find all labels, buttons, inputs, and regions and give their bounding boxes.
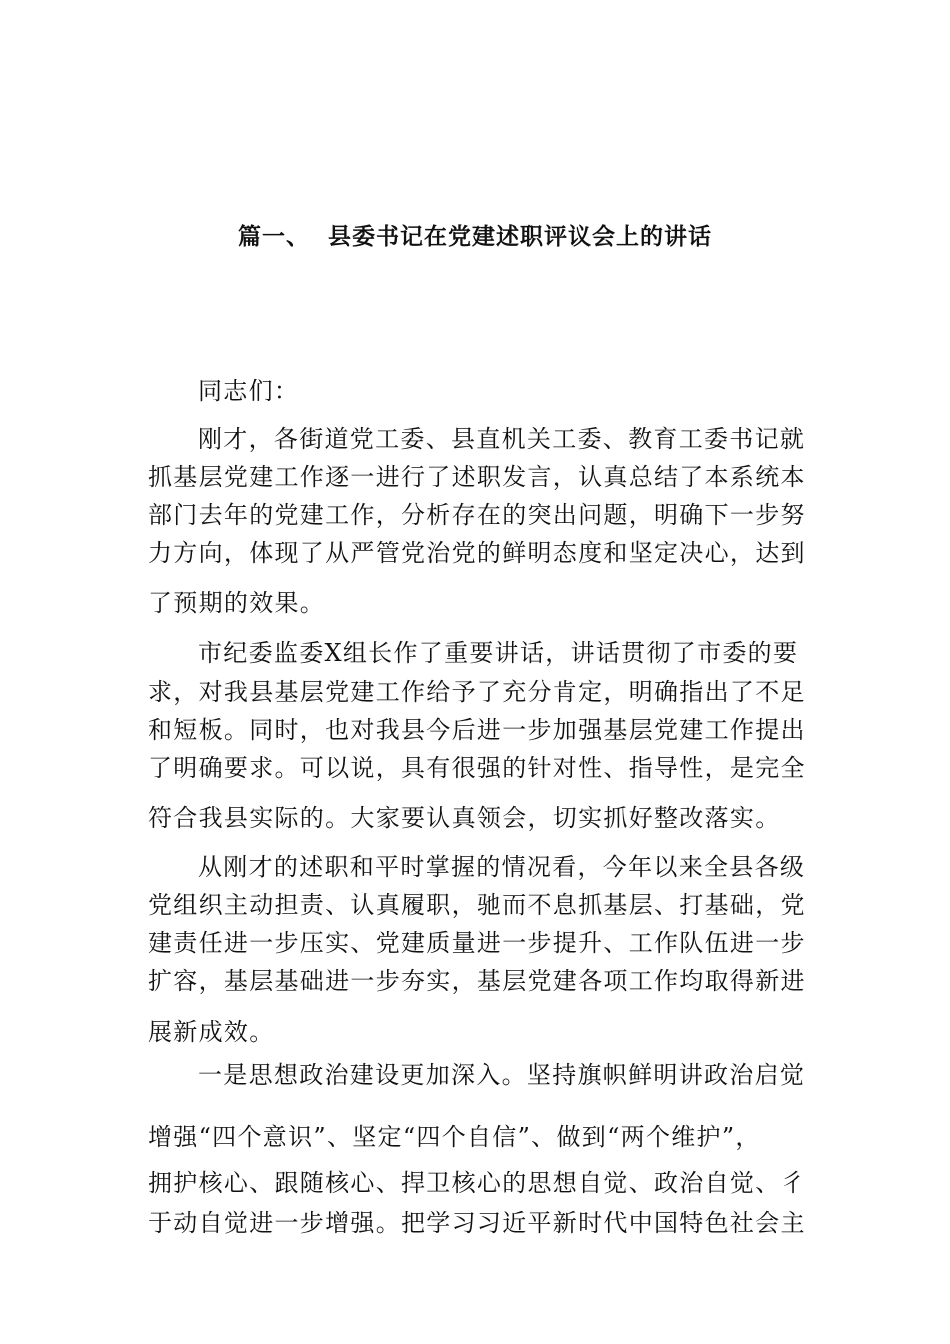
paragraph-line: 从刚才的述职和平时掌握的情况看，今年以来全县各级 [198, 853, 806, 881]
paragraph-line: 市纪委监委X组长作了重要讲话，讲话贯彻了市委的要 [198, 639, 799, 667]
paragraph-line: 抓基层党建工作逐一进行了述职发言，认真总结了本系统本 [148, 463, 806, 491]
paragraph-line: 符合我县实际的。大家要认真领会，切实抓好整改落实。 [148, 804, 781, 832]
paragraph-line: 于动自觉进一步增强。把学习习近平新时代中国特色社会主 [148, 1209, 806, 1237]
paragraph-line: 和短板。同时，也对我县今后进一步加强基层党建工作提出 [148, 716, 806, 744]
paragraph-line: 刚才，各街道党工委、县直机关工委、教育工委书记就 [198, 425, 806, 453]
paragraph-line: 增强“四个意识”、坚定“四个自信”、做到“两个维护”， [148, 1123, 761, 1151]
paragraph-line: 党组织主动担责、认真履职，驰而不息抓基层、打基础，党 [148, 891, 806, 919]
paragraph-line: 一是思想政治建设更加深入。坚持旗帜鲜明讲政治启觉 [198, 1061, 806, 1089]
paragraph-line: 建责任进一步压实、党建质量进一步提升、工作队伍进一步 [148, 929, 806, 957]
paragraph-line: 力方向，体现了从严管党治党的鲜明态度和坚定决心，达到 [148, 539, 806, 567]
paragraph-line: 部门去年的党建工作，分析存在的突出问题，明确下一步努 [148, 501, 806, 529]
salutation: 同志们： [198, 377, 300, 405]
paragraph-line: 拥护核心、跟随核心、捍卫核心的思想自觉、政治自觉、彳 [148, 1169, 806, 1197]
paragraph-line: 了明确要求。可以说，具有很强的针对性、指导性，是完全 [148, 754, 806, 782]
document-title: 篇一、 县委书记在党建述职评议会上的讲话 [237, 224, 712, 250]
paragraph-line: 求，对我县基层党建工作给予了充分肯定，明确指出了不足 [148, 678, 806, 706]
paragraph-line: 展新成效。 [148, 1018, 275, 1046]
paragraph-line: 扩容，基层基础进一步夯实，基层党建各项工作均取得新进 [148, 967, 806, 995]
paragraph-line: 了预期的效果。 [148, 589, 326, 617]
